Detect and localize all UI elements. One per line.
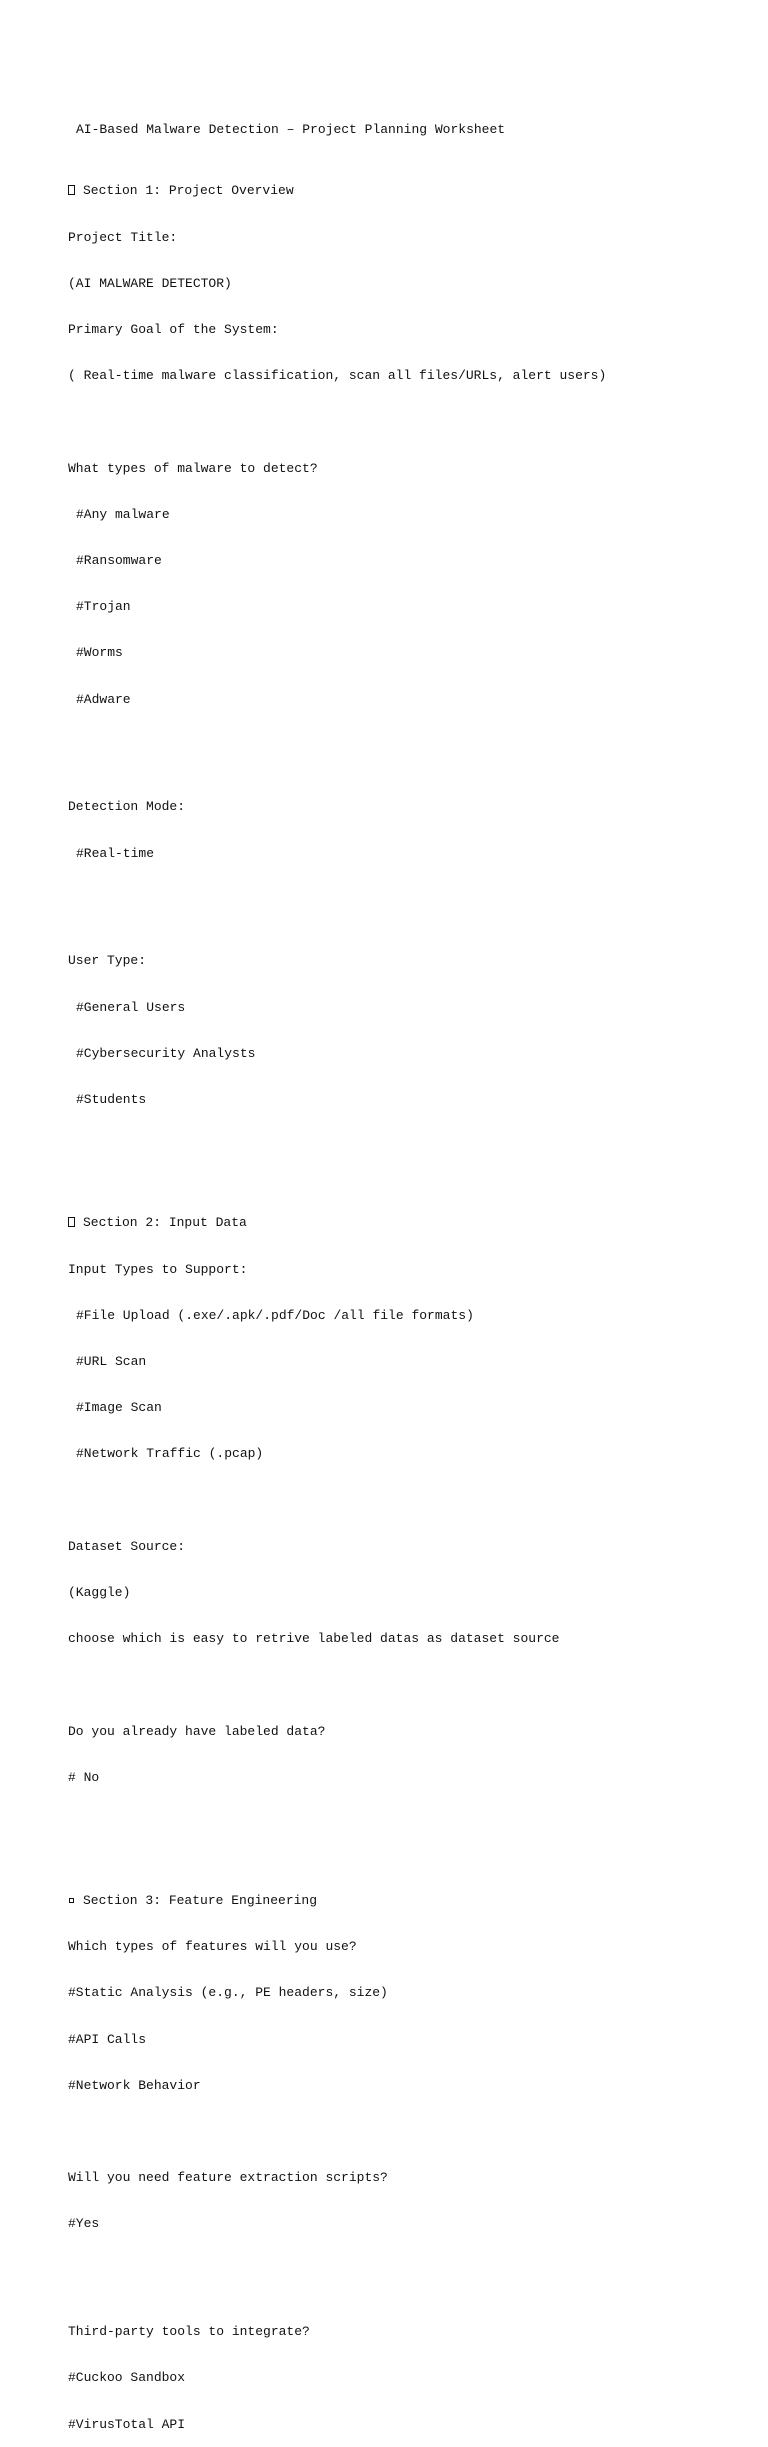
section-3-heading-text: Section 3: Feature Engineering bbox=[83, 1892, 318, 1908]
primary-goal-label: Primary Goal of the System: bbox=[68, 322, 279, 338]
section-1-heading-text: Section 1: Project Overview bbox=[83, 183, 294, 199]
list-item-feature-type: #Network Behavior bbox=[68, 2077, 201, 2093]
section-2-heading-text: Section 2: Input Data bbox=[83, 1215, 247, 1231]
labeled-data-value: # No bbox=[68, 1769, 100, 1785]
list-item-tool: #Cuckoo Sandbox bbox=[68, 2370, 186, 2386]
spacer bbox=[68, 1138, 606, 1169]
primary-goal-value: ( Real-time malware classification, scan all files/URLs, alert users) bbox=[68, 368, 607, 384]
spacer bbox=[68, 1816, 606, 1847]
list-item-user-type: #Cybersecurity Analysts bbox=[76, 1045, 256, 1061]
section-2-heading bbox=[68, 1215, 606, 1230]
list-item-malware-type: #Trojan bbox=[76, 599, 131, 615]
input-types-label: Input Types to Support: bbox=[68, 1261, 248, 1277]
detection-mode-label: Detection Mode: bbox=[68, 799, 186, 815]
project-title-label: Project Title: bbox=[68, 229, 178, 245]
extraction-label: Will you need feature extraction scripts? bbox=[68, 2170, 388, 2186]
labeled-data-label: Do you already have labeled data? bbox=[68, 1723, 326, 1739]
section-3-heading bbox=[68, 1893, 606, 1908]
small-box-icon bbox=[69, 1898, 74, 1903]
feature-types-label: Which types of features will you use? bbox=[68, 1939, 357, 1955]
malware-types-label: What types of malware to detect? bbox=[68, 460, 318, 476]
list-item-malware-type: #Adware bbox=[76, 691, 131, 707]
list-item-malware-type: #Worms bbox=[76, 645, 123, 661]
dataset-source-label: Dataset Source: bbox=[68, 1538, 186, 1554]
worksheet-document bbox=[68, 91, 606, 2447]
dataset-note: choose which is easy to retrive labeled datas as dataset source bbox=[68, 1631, 560, 1647]
extraction-value: #Yes bbox=[68, 2216, 100, 2232]
list-item-feature-type: #Static Analysis (e.g., PE headers, size) bbox=[68, 1985, 388, 2001]
list-item-malware-type: #Ransomware bbox=[76, 553, 162, 569]
list-item-input-type: #File Upload (.exe/.apk/.pdf/Doc /all file formats) bbox=[76, 1307, 474, 1323]
missing-glyph-icon bbox=[68, 1217, 75, 1227]
list-item-input-type: #Image Scan bbox=[76, 1400, 162, 1416]
spacer bbox=[68, 414, 606, 429]
dataset-source-value: (Kaggle) bbox=[68, 1584, 131, 1600]
list-item-user-type: #Students bbox=[76, 1092, 147, 1108]
missing-glyph-icon bbox=[68, 185, 75, 195]
spacer bbox=[68, 2263, 606, 2294]
spacer bbox=[68, 2124, 606, 2139]
spacer bbox=[68, 892, 606, 923]
list-item-user-type: #General Users bbox=[76, 999, 186, 1015]
spacer bbox=[68, 738, 606, 769]
list-item-input-type: #URL Scan bbox=[76, 1353, 147, 1369]
spacer bbox=[68, 1677, 606, 1692]
project-title-value: (AI MALWARE DETECTOR) bbox=[68, 275, 232, 291]
list-item-input-type: #Network Traffic (.pcap) bbox=[76, 1446, 264, 1462]
list-item-feature-type: #API Calls bbox=[68, 2031, 147, 2047]
spacer bbox=[68, 1493, 606, 1508]
detection-mode-value: #Real-time bbox=[76, 845, 155, 861]
document-title: AI-Based Malware Detection – Project Planning Worksheet bbox=[76, 121, 506, 137]
user-type-label: User Type: bbox=[68, 953, 147, 969]
list-item-malware-type: #Any malware bbox=[76, 506, 170, 522]
tools-label: Third-party tools to integrate? bbox=[68, 2324, 310, 2340]
list-item-tool: #VirusTotal API bbox=[68, 2416, 186, 2432]
section-1-heading bbox=[68, 183, 606, 198]
